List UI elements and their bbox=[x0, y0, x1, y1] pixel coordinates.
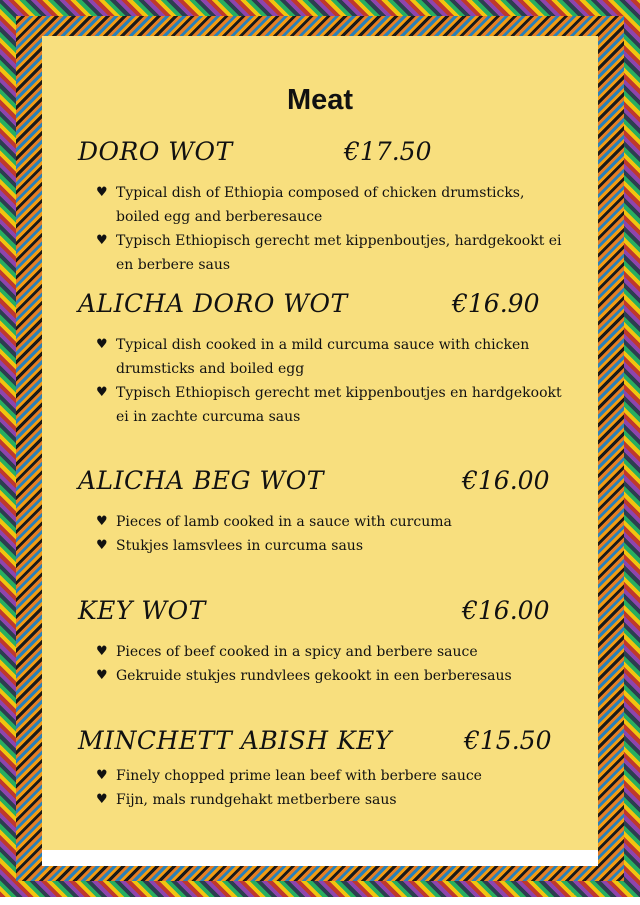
heart-icon: ♥ bbox=[96, 644, 108, 659]
menu-content bbox=[42, 36, 598, 866]
heart-icon: ♥ bbox=[96, 337, 108, 352]
description-text: Typisch Ethiopisch gerecht met kippenboutjes en hardgekookt ei in zachte curcuma saus bbox=[116, 385, 562, 425]
dish-alicha-doro-wot bbox=[42, 289, 598, 429]
heart-icon: ♥ bbox=[96, 385, 108, 400]
dish-key-wot bbox=[42, 596, 598, 688]
section-title: Meat bbox=[286, 84, 354, 116]
page-bottom-strip bbox=[42, 850, 598, 866]
dish-name: ALICHA BEG WOT bbox=[78, 466, 324, 495]
list-item bbox=[42, 333, 598, 381]
dish-price: €16.00 bbox=[462, 466, 550, 495]
heart-icon: ♥ bbox=[96, 768, 108, 783]
heart-icon: ♥ bbox=[96, 514, 108, 529]
dish-price: €17.50 bbox=[344, 137, 432, 166]
description-text: Typisch Ethiopisch gerecht met kippenboutjes, hardgekookt ei en berbere saus bbox=[116, 233, 562, 273]
list-item bbox=[42, 381, 598, 429]
dish-price: €16.90 bbox=[452, 289, 540, 318]
list-item bbox=[42, 788, 598, 812]
description-text: Pieces of beef cooked in a spicy and berbere sauce bbox=[116, 644, 478, 660]
dish-price: €15.50 bbox=[464, 726, 552, 755]
list-item bbox=[42, 181, 598, 229]
description-text: Fijn, mals rundgehakt metberbere saus bbox=[116, 792, 397, 808]
dish-description-list bbox=[42, 181, 598, 277]
dish-alicha-beg-wot bbox=[42, 466, 598, 558]
heart-icon: ♥ bbox=[96, 792, 108, 807]
heart-icon: ♥ bbox=[96, 668, 108, 683]
dish-name: DORO WOT bbox=[78, 137, 233, 166]
dish-price: €16.00 bbox=[462, 596, 550, 625]
dish-minchett-abish-key bbox=[42, 726, 598, 812]
dish-description-list bbox=[42, 510, 598, 558]
dish-name: KEY WOT bbox=[78, 596, 206, 625]
heart-icon: ♥ bbox=[96, 185, 108, 200]
description-text: Typical dish cooked in a mild curcuma sauce with chicken drumsticks and boiled egg bbox=[116, 337, 530, 377]
list-item bbox=[42, 640, 598, 664]
menu-page bbox=[42, 36, 598, 866]
dish-description-list bbox=[42, 764, 598, 812]
description-text: Pieces of lamb cooked in a sauce with curcuma bbox=[116, 514, 452, 530]
description-text: Finely chopped prime lean beef with berbere sauce bbox=[116, 768, 482, 784]
description-text: Gekruide stukjes rundvlees gekookt in een berberesaus bbox=[116, 668, 512, 684]
dish-doro-wot bbox=[42, 137, 598, 277]
dish-description-list bbox=[42, 333, 598, 429]
description-text: Typical dish of Ethiopia composed of chicken drumsticks, boiled egg and berberesauce bbox=[116, 185, 525, 225]
description-text: Stukjes lamsvlees in curcuma saus bbox=[116, 538, 364, 554]
list-item bbox=[42, 229, 598, 277]
dish-name: ALICHA DORO WOT bbox=[78, 289, 348, 318]
list-item bbox=[42, 764, 598, 788]
dish-description-list bbox=[42, 640, 598, 688]
list-item bbox=[42, 664, 598, 688]
dish-name: MINCHETT ABISH KEY bbox=[78, 726, 392, 755]
heart-icon: ♥ bbox=[96, 538, 108, 553]
list-item bbox=[42, 510, 598, 534]
list-item bbox=[42, 534, 598, 558]
heart-icon: ♥ bbox=[96, 233, 108, 248]
